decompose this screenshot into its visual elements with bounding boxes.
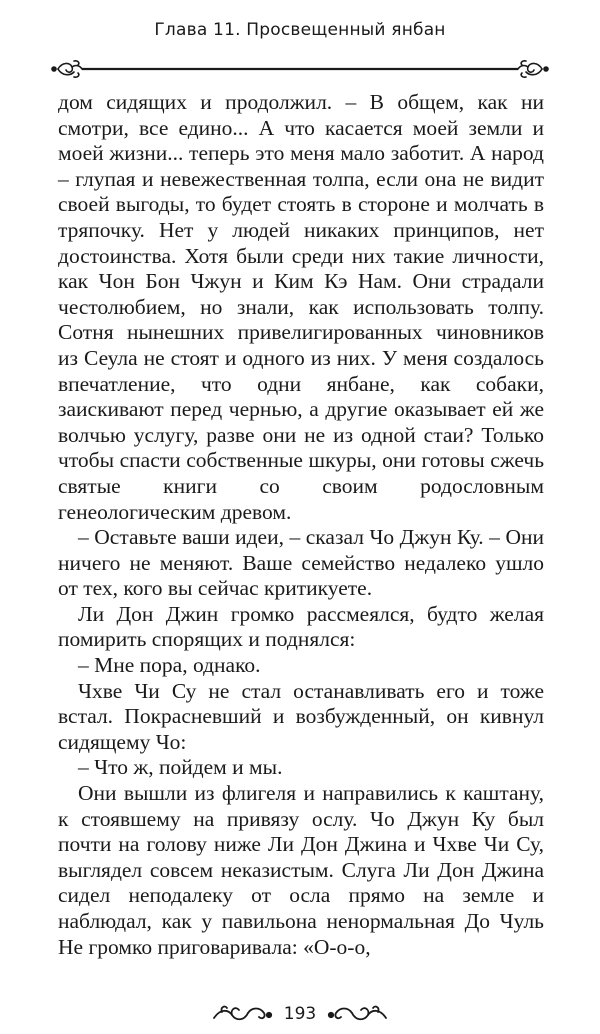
paragraph: Чхве Чи Су не стал останавливать его и тоже встал. Покрасневший и возбужденный, он кивнул сидящему Чо: [58, 678, 544, 754]
left-flourish-icon [210, 1003, 274, 1025]
running-title: Глава 11. Просвещенный янбан [154, 20, 446, 40]
paragraph: Они вышли из флигеля и направились к каштану, к стоявшему на привязу ослу. Чо Джун Ку был почти на голову ниже Ли Дон Джина и Чхве Чи Су, выглядел совсем неказистым. Слуга Ли Дон Джина сидел неподалеку от осла прямо на земле и наблюдал, как у павильона ненормальная До Чуль Не громко приговаривала: «О-о-о, [58, 781, 544, 959]
paragraph: Ли Дон Джин громко рассмеялся, будто желая помирить спорящих и поднялся: [58, 601, 544, 652]
paragraph: – Мне пора, однако. [78, 653, 261, 678]
header-ornament-rule [50, 58, 550, 80]
paragraph: – Что ж, пойдем и мы. [78, 755, 283, 780]
right-flourish-icon [326, 1003, 390, 1025]
body-text [58, 90, 544, 960]
page-number: 193 [283, 1004, 317, 1024]
paragraph: дом сидящих и продолжил. – В общем, как ни смотри, все едино... А что касается моей земли и моей жизни... теперь это меня мало заботит. А народ – глупая и невежественная толпа, если она не видит своей выгоды, то будет стоять в стороне и молчать в тряпочку. Нет у людей никаких принципов, нет достоинства. Хотя были среди них такие личности, как Чон Бон Чжун и Ким Кэ Нам. Они страдали честолюбием, но знали, как использовать толпу. Сотня нынешних привелигированных чиновников из Сеула не стоят и одного из них. У меня создалось впечатление, что одни янбане, как собаки, заискивают перед чернью, а другие оказывает ей же волчью услугу, разве они не из одной стаи? Только чтобы спасти собственные шкуры, они готовы сжечь святые книги со своим родословным генеологическим древом. [58, 90, 544, 524]
page-footer [0, 1002, 600, 1026]
ornament-rule-icon [50, 58, 550, 80]
paragraph: – Оставьте ваши идеи, – сказал Чо Джун Ку. – Они ничего не меняют. Ваше семейство недалеко ушло от тех, кого вы сейчас критикуете. [58, 525, 544, 601]
